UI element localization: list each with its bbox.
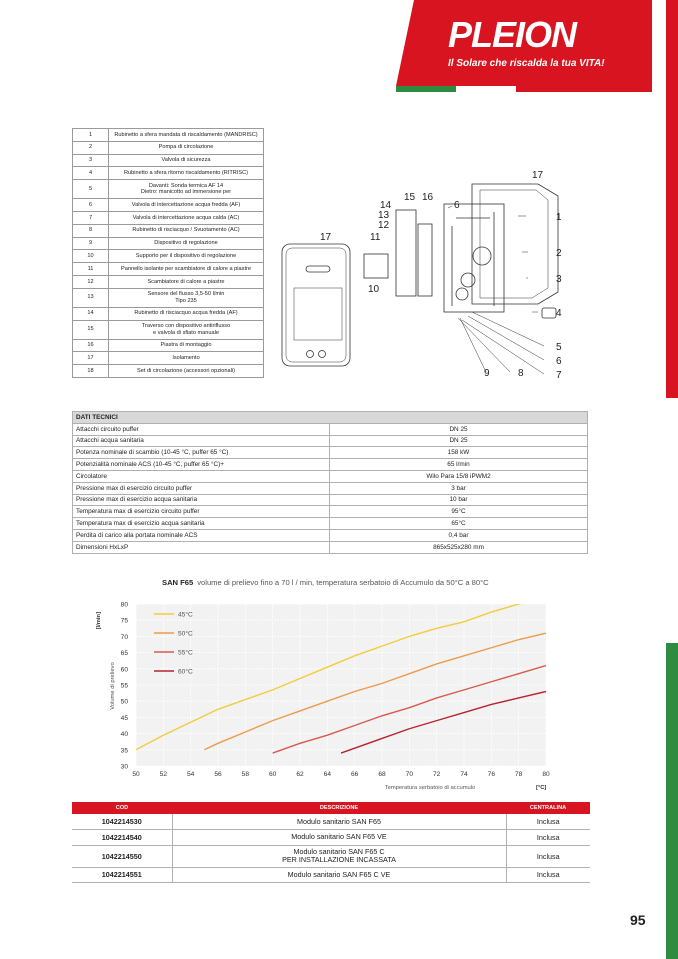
component-description — [109, 199, 264, 212]
chart-xtick-label: 52 — [159, 771, 168, 778]
component-label: Set di circolazione (accessori opzionali) — [137, 367, 235, 374]
chart-legend-label: 45°C — [178, 611, 193, 619]
drawing-label: 17 — [320, 232, 332, 243]
component-number: 5 — [73, 180, 109, 199]
chart-ytick-label: 75 — [120, 617, 128, 625]
component-number: 9 — [73, 237, 109, 250]
drawing-cover — [282, 244, 350, 366]
page-number: 95 — [630, 912, 646, 928]
product-code: 1042214530 — [72, 814, 172, 830]
component-row — [73, 154, 264, 167]
product-description — [172, 867, 506, 883]
side-accent-red — [666, 0, 678, 398]
component-description — [109, 129, 264, 142]
component-number: 1 — [73, 129, 109, 142]
tech-label: Attacchi acqua sanitaria — [73, 435, 330, 447]
chart-xtick-label: 68 — [378, 771, 386, 778]
tech-value: DN 25 — [330, 435, 588, 447]
component-row — [73, 263, 264, 276]
component-row — [73, 141, 264, 154]
product-row — [72, 867, 590, 883]
brand-banner — [396, 0, 652, 86]
component-description — [109, 288, 264, 307]
tech-value: 10 bar — [330, 494, 588, 506]
tech-value: 0,4 bar — [330, 529, 588, 541]
drawing-label: 17 — [532, 170, 544, 181]
product-description-line1: Modulo sanitario SAN F65 VE — [291, 832, 387, 842]
component-label: Isolamento — [172, 354, 200, 361]
component-number: 11 — [73, 263, 109, 276]
tech-data-title: DATI TECNICI — [73, 412, 588, 424]
component-label: Piastra di montaggio — [160, 342, 212, 349]
component-row — [73, 339, 264, 352]
component-number: 14 — [73, 307, 109, 320]
tech-value: DN 25 — [330, 423, 588, 435]
product-centralina: Inclusa — [506, 845, 590, 867]
chart-x-unit: [°C] — [536, 785, 547, 791]
component-description — [109, 250, 264, 263]
component-row — [73, 167, 264, 180]
component-number: 18 — [73, 365, 109, 378]
drawing-label: 12 — [378, 220, 390, 231]
component-label-line2: Tipo 235 — [175, 297, 197, 304]
component-label: Pompa di circolazione — [158, 144, 214, 151]
drawing-label: 2 — [556, 248, 562, 259]
tech-label: Perdita di carico alla portata nominale ACS — [73, 529, 330, 541]
component-label-line2: Dietro: manicotto ad immersione per — [140, 189, 232, 196]
chart-xtick-label: 62 — [296, 771, 304, 778]
chart-xtick-label: 54 — [186, 771, 195, 778]
product-row — [72, 830, 590, 846]
component-number: 6 — [73, 199, 109, 212]
component-row — [73, 320, 264, 339]
component-label: Dispositivo di regolazione — [154, 240, 218, 247]
tech-label: Pressione max di esercizio circuito puffer — [73, 482, 330, 494]
tech-row — [73, 459, 588, 471]
tech-label: Temperatura max di esercizio acqua sanitaria — [73, 518, 330, 530]
component-description — [109, 352, 264, 365]
chart-xtick-label: 58 — [241, 771, 250, 778]
drawing-pump-group — [444, 204, 504, 312]
component-row — [73, 307, 264, 320]
component-description — [109, 141, 264, 154]
chart-y-label: Volume di prelievo — [110, 662, 116, 710]
component-description — [109, 275, 264, 288]
product-row — [72, 814, 590, 830]
component-label: Valvola di intercettazione acqua fredda (AF) — [131, 201, 241, 208]
drawing-controller — [364, 254, 388, 278]
tech-label: Attacchi circuito puffer — [73, 423, 330, 435]
brand-tagline: Il Solare che riscalda la tua VITA! — [448, 58, 605, 69]
chart-xtick-label: 76 — [487, 771, 496, 778]
component-label: Rubinetto a sfera mandata di riscaldamento (MANDRISC) — [114, 131, 258, 138]
product-description — [172, 830, 506, 846]
drawing-label: 6 — [454, 200, 460, 211]
component-label: Davanti: Sonda termica AF 14 — [148, 182, 224, 189]
exploded-drawing — [276, 166, 576, 380]
products-header-centralina: CENTRALINA — [506, 802, 590, 814]
component-label: Pannello isolante per scambiatore di calore a piastre — [121, 265, 251, 272]
chart-ytick-label: 55 — [120, 682, 128, 690]
component-description — [109, 167, 264, 180]
tech-row — [73, 470, 588, 482]
chart-ytick-label: 70 — [120, 633, 128, 641]
chart-xtick-label: 70 — [405, 771, 414, 778]
component-row — [73, 288, 264, 307]
chart-x-label: Temperatura serbatoio di accumulo — [384, 785, 476, 791]
chart-ytick-label: 50 — [120, 698, 128, 706]
chart-xtick-label: 60 — [268, 771, 277, 778]
product-description-line1: Modulo sanitario SAN F65 C — [293, 847, 385, 856]
tech-row — [73, 423, 588, 435]
component-number: 4 — [73, 167, 109, 180]
component-row — [73, 352, 264, 365]
tech-label: Potenzialità nominale ACS (10-45 °C, puffer 65 °C)+ — [73, 459, 330, 471]
tech-row — [73, 447, 588, 459]
component-description — [109, 211, 264, 224]
drawing-label: 9 — [484, 368, 490, 379]
drawing-label: 6 — [556, 356, 562, 367]
component-row — [73, 237, 264, 250]
chart-title: SAN F65 — [162, 578, 194, 587]
flag-red — [516, 86, 652, 92]
product-code: 1042214540 — [72, 830, 172, 846]
tech-label: Dimensioni HxLxP — [73, 541, 330, 553]
component-row — [73, 129, 264, 142]
tech-value: 95°C — [330, 506, 588, 518]
component-row — [73, 250, 264, 263]
side-accent-green — [666, 643, 678, 959]
chart-ytick-label: 40 — [120, 731, 128, 739]
component-label: Scambiatore di calore a piastre — [147, 278, 225, 285]
chart-xtick-label: 50 — [132, 771, 140, 778]
component-label: Sensore del flusso 3,5-50 l/min — [147, 291, 225, 298]
chart-ytick-label: 35 — [120, 747, 128, 755]
component-number: 8 — [73, 224, 109, 237]
performance-chart — [92, 594, 562, 794]
component-number: 10 — [73, 250, 109, 263]
tech-value: 158 kW — [330, 447, 588, 459]
chart-xtick-label: 80 — [542, 771, 550, 778]
chart-xtick-label: 72 — [432, 771, 441, 778]
drawing-label: 4 — [556, 308, 562, 319]
component-label: Rubinetto a sfera ritorno riscaldamento (RITRISC) — [123, 169, 249, 176]
flag-white — [456, 86, 516, 92]
product-centralina: Inclusa — [506, 830, 590, 846]
drawing-back-plate — [472, 184, 558, 304]
tech-label: Potenza nominale di scambio (10-45 °C, puffer 65 °C) — [73, 447, 330, 459]
component-row — [73, 180, 264, 199]
component-row — [73, 224, 264, 237]
components-table — [72, 128, 264, 378]
component-number: 2 — [73, 141, 109, 154]
brand-logo: PLEION — [448, 14, 577, 55]
tech-label: Temperatura max di esercizio circuito puffer — [73, 506, 330, 518]
product-description — [172, 814, 506, 830]
tech-row — [73, 435, 588, 447]
component-description — [109, 339, 264, 352]
tech-value: Wilo Para 15/8 iPWM2 — [330, 470, 588, 482]
product-centralina: Inclusa — [506, 814, 590, 830]
tech-row — [73, 541, 588, 553]
component-number: 3 — [73, 154, 109, 167]
products-header-code: COD — [72, 802, 172, 814]
chart-xtick-label: 56 — [214, 771, 222, 778]
products-header-description: DESCRIZIONE — [172, 802, 506, 814]
component-row — [73, 365, 264, 378]
component-description — [109, 320, 264, 339]
chart-ytick-label: 60 — [120, 666, 128, 674]
chart-y-unit: [l/min] — [96, 612, 102, 630]
tech-row — [73, 494, 588, 506]
drawing-label: 14 — [380, 200, 392, 211]
chart-legend-label: 55°C — [178, 649, 193, 657]
flag-green — [396, 86, 456, 92]
component-label-line2: e valvola di sfiato manuale — [153, 329, 219, 336]
component-number: 7 — [73, 211, 109, 224]
component-description — [109, 365, 264, 378]
tech-value: 3 bar — [330, 482, 588, 494]
component-label: Rubinetto di risciacquo / Svuotamento (AC) — [132, 227, 240, 234]
component-number: 15 — [73, 320, 109, 339]
component-number: 16 — [73, 339, 109, 352]
component-label: Rubinetto di risciacquo acqua fredda (AF) — [134, 310, 238, 317]
drawing-label: 8 — [518, 368, 524, 379]
product-code: 1042214551 — [72, 867, 172, 883]
product-description-line1: Modulo sanitario SAN F65 C VE — [287, 869, 391, 879]
chart-heading — [162, 578, 489, 587]
chart-ytick-label: 80 — [120, 601, 128, 609]
exploded-drawing-svg — [276, 166, 576, 380]
component-number: 12 — [73, 275, 109, 288]
tech-row — [73, 506, 588, 518]
chart-xtick-label: 74 — [460, 771, 468, 778]
product-description-line2: PER INSTALLAZIONE INCASSATA — [282, 855, 396, 864]
tech-value: 865x525x280 mm — [330, 541, 588, 553]
chart-xtick-label: 78 — [514, 771, 523, 778]
component-description — [109, 263, 264, 276]
component-row — [73, 275, 264, 288]
component-row — [73, 199, 264, 212]
drawing-label: 11 — [370, 232, 381, 243]
drawing-label: 5 — [556, 342, 562, 353]
chart-xtick-label: 66 — [350, 771, 359, 778]
component-label: Valvola di sicurezza — [161, 157, 211, 164]
component-description — [109, 307, 264, 320]
chart-ytick-label: 45 — [120, 714, 128, 722]
drawing-label: 15 — [404, 192, 416, 203]
tech-row — [73, 482, 588, 494]
products-table — [72, 802, 590, 883]
chart-subtitle: volume di prelievo fino a 70 l / min, temperatura serbatoio di Accumulo da 50°C a 80°C — [197, 578, 489, 587]
product-description — [172, 845, 506, 867]
chart-ytick-label: 30 — [120, 763, 128, 771]
product-description-line1: Modulo sanitario SAN F65 — [297, 816, 381, 826]
component-description — [109, 224, 264, 237]
tech-label: Circolatore — [73, 470, 330, 482]
chart-ytick-label: 65 — [120, 650, 128, 658]
component-row — [73, 211, 264, 224]
component-number: 13 — [73, 288, 109, 307]
drawing-label: 13 — [378, 210, 390, 221]
tech-value: 65°C — [330, 518, 588, 530]
drawing-label: 3 — [556, 274, 562, 285]
drawing-insulation — [396, 210, 416, 296]
drawing-label: 10 — [368, 284, 380, 295]
product-centralina: Inclusa — [506, 867, 590, 883]
chart-legend-label: 60°C — [178, 668, 193, 676]
component-label: Traverso con dispositivo antiriflusso — [141, 322, 231, 329]
component-description — [109, 237, 264, 250]
drawing-label: 16 — [422, 192, 434, 203]
component-description — [109, 154, 264, 167]
drawing-label: 1 — [556, 212, 562, 223]
component-label: Supporto per il dispositivo di regolazione — [135, 252, 237, 259]
product-code: 1042214550 — [72, 845, 172, 867]
tech-label: Pressione max di esercizio acqua sanitaria — [73, 494, 330, 506]
drawing-label: 7 — [556, 370, 562, 380]
product-row — [72, 845, 590, 867]
component-description — [109, 180, 264, 199]
component-label: Valvola di intercettazione acqua calda (AC) — [132, 214, 240, 221]
tech-row — [73, 518, 588, 530]
chart-legend-label: 50°C — [178, 630, 193, 638]
chart-xtick-label: 64 — [323, 771, 332, 778]
tech-value: 65 l/min — [330, 459, 588, 471]
component-number: 17 — [73, 352, 109, 365]
tech-data-table — [72, 411, 588, 554]
tech-row — [73, 529, 588, 541]
